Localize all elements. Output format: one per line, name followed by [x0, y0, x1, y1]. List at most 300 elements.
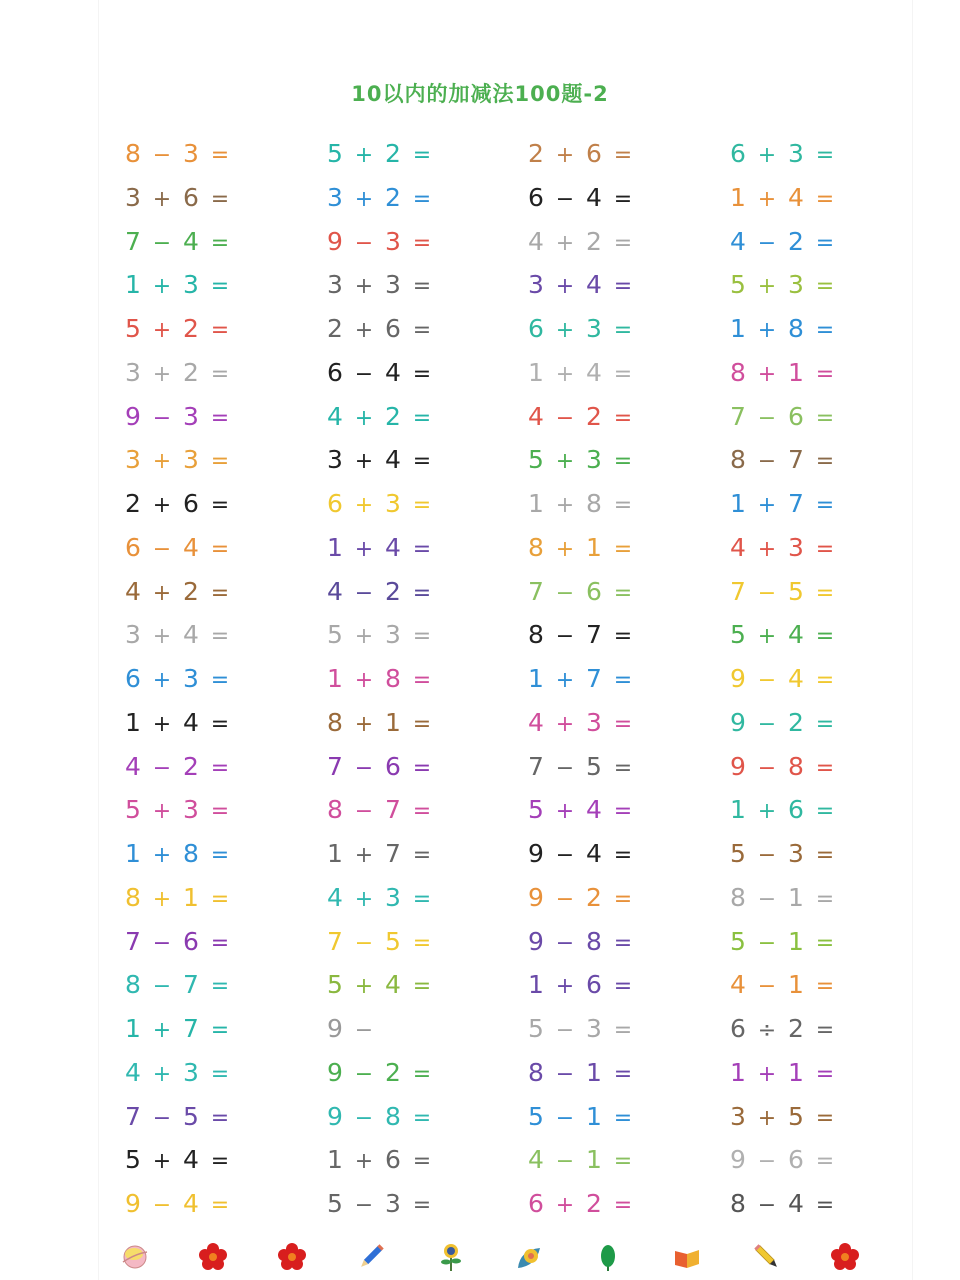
operand-b: 6 — [586, 576, 602, 606]
operator: − — [555, 930, 575, 956]
operand-b: 3 — [183, 445, 199, 475]
math-problem — [124, 402, 240, 432]
operator: − — [757, 580, 777, 606]
operand-b: 8 — [788, 314, 804, 343]
operand-a: 8 — [730, 445, 746, 475]
math-problem — [124, 795, 240, 825]
operand-a: 3 — [730, 1101, 746, 1131]
math-problem — [124, 314, 240, 344]
operator: − — [354, 1061, 374, 1087]
operand-a: 9 — [730, 664, 746, 693]
operator: + — [152, 843, 172, 868]
math-problem — [527, 752, 643, 782]
operand-b: 3 — [586, 707, 602, 737]
math-problem — [729, 358, 845, 388]
operator: + — [152, 711, 172, 737]
equals-sign: = — [815, 274, 835, 300]
math-problem — [527, 1014, 643, 1044]
equals-sign: = — [613, 536, 633, 562]
equals-sign: = — [613, 1018, 633, 1043]
worksheet-title: 10以内的加减法100题-2 — [351, 82, 609, 106]
equals-sign: = — [412, 624, 432, 650]
operator: + — [757, 186, 777, 212]
math-problem — [124, 927, 240, 957]
math-problem — [124, 620, 240, 650]
operand-b: 3 — [183, 795, 199, 825]
math-problem — [729, 708, 845, 738]
math-problem — [326, 1014, 442, 1044]
operand-b: 7 — [586, 664, 602, 693]
equals-sign: = — [613, 668, 633, 693]
equals-sign: = — [210, 668, 230, 693]
equals-sign: = — [815, 886, 835, 912]
operand-a: 9 — [528, 926, 544, 956]
math-problem — [124, 1014, 240, 1044]
math-problem — [729, 795, 845, 825]
math-problem — [527, 489, 643, 519]
operator: + — [555, 318, 575, 343]
equals-sign: = — [210, 580, 230, 606]
math-problem — [124, 883, 240, 913]
operand-a: 6 — [327, 489, 343, 518]
equals-sign: = — [815, 1105, 835, 1131]
operand-a: 9 — [528, 839, 544, 868]
operator: + — [152, 1018, 172, 1043]
math-problem — [729, 139, 845, 169]
equals-sign: = — [815, 799, 835, 825]
equals-sign: = — [613, 1061, 633, 1087]
operand-a: 4 — [730, 226, 746, 256]
equals-sign: = — [210, 493, 230, 518]
equals-sign: = — [210, 1149, 230, 1175]
equals-sign: = — [412, 186, 432, 212]
math-problem — [124, 1102, 240, 1132]
operand-a: 5 — [528, 795, 544, 825]
equals-sign: = — [613, 580, 633, 606]
operand-a: 3 — [327, 445, 343, 475]
operand-b: 3 — [788, 839, 804, 868]
equals-sign: = — [412, 493, 432, 518]
operand-b: 3 — [586, 314, 602, 343]
math-problem — [729, 1189, 845, 1219]
operator: + — [354, 843, 374, 868]
operator: + — [555, 536, 575, 562]
operand-a: 5 — [730, 270, 746, 300]
operator: − — [152, 1105, 172, 1131]
math-problem — [326, 1058, 442, 1088]
operand-a: 7 — [125, 926, 141, 956]
math-problem — [729, 533, 845, 563]
operand-a: 1 — [730, 489, 746, 518]
math-problem — [326, 270, 442, 300]
math-problem — [729, 402, 845, 432]
operator: + — [555, 1193, 575, 1218]
operator: − — [152, 536, 172, 562]
math-problem — [326, 533, 442, 563]
operator: + — [555, 230, 575, 256]
operand-b: 1 — [183, 882, 199, 912]
math-problem — [326, 883, 442, 913]
math-problem — [729, 752, 845, 782]
operator: − — [152, 405, 172, 431]
math-problem — [729, 445, 845, 475]
math-problem — [326, 489, 442, 519]
operand-a: 7 — [730, 576, 746, 606]
operand-a: 4 — [730, 970, 746, 1000]
operand-b: 6 — [385, 1145, 401, 1175]
operand-a: 4 — [528, 1145, 544, 1175]
operator: + — [354, 668, 374, 693]
operand-a: 9 — [327, 1101, 343, 1131]
math-problem — [527, 402, 643, 432]
math-problem — [527, 358, 643, 388]
equals-sign: = — [210, 230, 230, 256]
operand-b: 5 — [788, 1101, 804, 1131]
red-flower-icon — [277, 1242, 307, 1272]
math-problem — [729, 1014, 845, 1044]
equals-sign: = — [613, 799, 633, 825]
page-edge-right — [912, 0, 913, 1280]
operator: + — [555, 449, 575, 475]
math-problem — [326, 183, 442, 213]
operator: + — [555, 711, 575, 737]
operand-a: 9 — [528, 882, 544, 912]
operator: − — [555, 405, 575, 431]
book-icon — [672, 1242, 702, 1272]
operator: + — [152, 449, 172, 475]
operand-b: 4 — [183, 1145, 199, 1175]
green-tree-icon — [593, 1242, 623, 1272]
operator: − — [354, 580, 374, 606]
operand-b: 4 — [183, 1189, 199, 1218]
red-flower-icon — [198, 1242, 228, 1272]
math-problem — [527, 1058, 643, 1088]
operand-b: 1 — [788, 970, 804, 1000]
operand-a: 5 — [730, 620, 746, 650]
operand-a: 1 — [125, 839, 141, 868]
math-problem — [527, 927, 643, 957]
operand-b: 2 — [183, 751, 199, 781]
operator: + — [152, 361, 172, 387]
operator: + — [354, 186, 374, 212]
equals-sign: = — [613, 624, 633, 650]
operator: + — [354, 274, 374, 300]
operand-a: 1 — [730, 1057, 746, 1087]
operand-a: 4 — [528, 401, 544, 431]
operand-a: 7 — [125, 1101, 141, 1131]
equals-sign: = — [815, 1061, 835, 1087]
operand-b: 6 — [788, 795, 804, 825]
equals-sign: = — [412, 405, 432, 431]
operator: − — [757, 974, 777, 1000]
equals-sign: = — [613, 405, 633, 431]
sunflower-icon — [436, 1242, 466, 1272]
equals-sign: = — [210, 886, 230, 912]
operand-a: 1 — [528, 357, 544, 387]
operand-a: 3 — [125, 182, 141, 212]
operand-b: 6 — [586, 970, 602, 1000]
operand-b: 8 — [586, 489, 602, 518]
math-problem — [527, 577, 643, 607]
operand-a: 5 — [327, 139, 343, 168]
operand-a: 2 — [528, 139, 544, 168]
operator: − — [152, 755, 172, 781]
operand-a: 7 — [730, 401, 746, 431]
equals-sign: = — [412, 711, 432, 737]
operator: + — [152, 886, 172, 912]
operand-a: 1 — [528, 489, 544, 518]
math-problem — [729, 927, 845, 957]
operand-b: 7 — [788, 489, 804, 518]
operand-b: 3 — [385, 882, 401, 912]
equals-sign: = — [613, 143, 633, 168]
page-edge-left — [98, 0, 99, 1280]
operator: + — [757, 1105, 777, 1131]
operand-b: 3 — [385, 620, 401, 650]
math-problem — [326, 358, 442, 388]
blue-pencil-icon — [356, 1242, 386, 1272]
equals-sign: = — [815, 668, 835, 693]
operand-b: 7 — [183, 970, 199, 1000]
math-problem — [729, 1145, 845, 1175]
equals-sign: = — [613, 843, 633, 868]
operand-a: 9 — [327, 1057, 343, 1087]
equals-sign: = — [613, 318, 633, 343]
operand-a: 8 — [528, 1057, 544, 1087]
equals-sign: = — [412, 143, 432, 168]
operand-b: 1 — [385, 707, 401, 737]
equals-sign: = — [412, 843, 432, 868]
operand-b: 6 — [586, 139, 602, 168]
equals-sign: = — [412, 536, 432, 562]
operand-b: 2 — [183, 357, 199, 387]
operator: − — [152, 230, 172, 256]
math-problem — [527, 227, 643, 257]
operand-a: 6 — [528, 1189, 544, 1218]
operator: − — [757, 405, 777, 431]
math-problem — [527, 533, 643, 563]
planet-icon — [120, 1242, 150, 1272]
equals-sign: = — [210, 624, 230, 650]
equals-sign: = — [210, 143, 230, 168]
equals-sign: = — [815, 930, 835, 956]
decorative-icon-row — [0, 1242, 960, 1278]
operator: − — [757, 668, 777, 693]
operand-b: 1 — [788, 1057, 804, 1087]
math-problem — [124, 839, 240, 869]
math-problem — [527, 620, 643, 650]
operand-b: 1 — [788, 926, 804, 956]
equals-sign: = — [412, 1061, 432, 1087]
equals-sign: = — [613, 1105, 633, 1131]
math-problem — [326, 970, 442, 1000]
equals-sign: = — [412, 886, 432, 912]
operand-a: 5 — [125, 1145, 141, 1175]
math-problem — [527, 970, 643, 1000]
operator: + — [354, 886, 374, 912]
operand-a: 9 — [327, 226, 343, 256]
operand-b: 3 — [788, 532, 804, 562]
operator: − — [555, 1149, 575, 1175]
math-problem — [326, 402, 442, 432]
operand-a: 8 — [327, 707, 343, 737]
equals-sign: = — [815, 755, 835, 781]
equals-sign: = — [210, 405, 230, 431]
operand-b: 4 — [788, 182, 804, 212]
math-problem — [124, 752, 240, 782]
equals-sign: = — [815, 536, 835, 562]
operand-b: 1 — [586, 1145, 602, 1175]
operand-a: 8 — [730, 357, 746, 387]
operand-a: 4 — [327, 882, 343, 912]
equals-sign: = — [613, 230, 633, 256]
operand-b: 6 — [788, 401, 804, 431]
math-problem — [527, 314, 643, 344]
operand-b: 2 — [385, 401, 401, 431]
math-problem — [124, 577, 240, 607]
math-problem — [729, 227, 845, 257]
equals-sign: = — [613, 493, 633, 518]
math-problem — [326, 227, 442, 257]
operator: + — [757, 361, 777, 387]
equals-sign: = — [815, 405, 835, 431]
operator: − — [757, 711, 777, 737]
equals-sign: = — [815, 1149, 835, 1175]
operator: − — [555, 843, 575, 868]
equals-sign: = — [210, 1018, 230, 1043]
operand-b: 8 — [183, 839, 199, 868]
math-problem — [729, 620, 845, 650]
operator: + — [354, 711, 374, 737]
operand-a: 7 — [528, 576, 544, 606]
equals-sign: = — [210, 711, 230, 737]
equals-sign: = — [613, 755, 633, 781]
equals-sign: = — [210, 930, 230, 956]
operand-b: 3 — [385, 1189, 401, 1218]
math-problem — [124, 358, 240, 388]
operand-a: 5 — [327, 1189, 343, 1218]
operand-a: 3 — [125, 357, 141, 387]
operator: − — [555, 755, 575, 781]
operand-a: 4 — [125, 576, 141, 606]
operator: − — [354, 930, 374, 956]
operator: − — [757, 449, 777, 475]
operand-a: 5 — [730, 839, 746, 868]
math-problem — [326, 752, 442, 782]
operand-b: 3 — [183, 401, 199, 431]
operand-a: 2 — [327, 314, 343, 343]
math-problem — [527, 839, 643, 869]
operand-b: 2 — [385, 576, 401, 606]
math-problem — [124, 270, 240, 300]
operand-b: 2 — [385, 182, 401, 212]
equals-sign: = — [412, 755, 432, 781]
operator: + — [354, 449, 374, 475]
operator: + — [152, 624, 172, 650]
operand-a: 1 — [730, 182, 746, 212]
operand-a: 3 — [125, 445, 141, 475]
operand-a: 6 — [528, 314, 544, 343]
equals-sign: = — [613, 361, 633, 387]
math-problem — [729, 577, 845, 607]
operand-a: 9 — [730, 1145, 746, 1175]
operand-b: 2 — [788, 707, 804, 737]
equals-sign: = — [210, 974, 230, 1000]
operand-a: 4 — [327, 576, 343, 606]
operand-b: 3 — [586, 1014, 602, 1043]
operand-a: 1 — [125, 1014, 141, 1043]
math-problem — [326, 795, 442, 825]
equals-sign: = — [210, 186, 230, 212]
operand-b: 3 — [385, 270, 401, 300]
equals-sign: = — [210, 799, 230, 825]
operator: + — [757, 493, 777, 518]
math-problem — [527, 708, 643, 738]
operand-b: 4 — [183, 620, 199, 650]
operand-b: 4 — [183, 226, 199, 256]
equals-sign: = — [815, 1193, 835, 1218]
operator: − — [757, 230, 777, 256]
math-problem — [729, 970, 845, 1000]
equals-sign: = — [210, 1105, 230, 1131]
math-problem — [326, 445, 442, 475]
operator: + — [152, 1061, 172, 1087]
operand-a: 1 — [327, 664, 343, 693]
operand-b: 7 — [183, 1014, 199, 1043]
equals-sign: = — [613, 449, 633, 475]
operand-b: 3 — [183, 664, 199, 693]
equals-sign: = — [815, 449, 835, 475]
operand-b: 1 — [586, 532, 602, 562]
equals-sign: = — [210, 755, 230, 781]
operand-a: 5 — [327, 620, 343, 650]
operand-b: 7 — [788, 445, 804, 475]
operator: − — [354, 1018, 374, 1043]
operand-b: 8 — [385, 1101, 401, 1131]
operand-b: 8 — [586, 926, 602, 956]
math-problem — [326, 577, 442, 607]
operator: − — [152, 143, 172, 168]
operand-a: 3 — [327, 270, 343, 300]
operand-b: 1 — [586, 1101, 602, 1131]
operand-a: 2 — [125, 489, 141, 518]
operator: − — [152, 1193, 172, 1218]
operand-a: 5 — [125, 314, 141, 343]
operand-b: 6 — [385, 314, 401, 343]
yellow-pencil-icon — [752, 1242, 782, 1272]
operator: − — [757, 1149, 777, 1175]
operator: − — [152, 974, 172, 1000]
equals-sign: = — [815, 580, 835, 606]
equals-sign: = — [613, 974, 633, 1000]
operator: + — [354, 536, 374, 562]
operator: + — [152, 580, 172, 606]
math-problem — [326, 139, 442, 169]
operand-a: 5 — [528, 445, 544, 475]
operator: + — [152, 186, 172, 212]
operator: − — [555, 580, 575, 606]
math-problem — [729, 883, 845, 913]
operand-b: 4 — [586, 270, 602, 300]
operand-a: 7 — [327, 926, 343, 956]
operator: + — [354, 1149, 374, 1175]
equals-sign: = — [210, 449, 230, 475]
equals-sign: = — [210, 1193, 230, 1218]
operand-a: 9 — [125, 1189, 141, 1218]
operand-a: 7 — [327, 751, 343, 781]
equals-sign: = — [412, 1105, 432, 1131]
equals-sign: = — [412, 230, 432, 256]
